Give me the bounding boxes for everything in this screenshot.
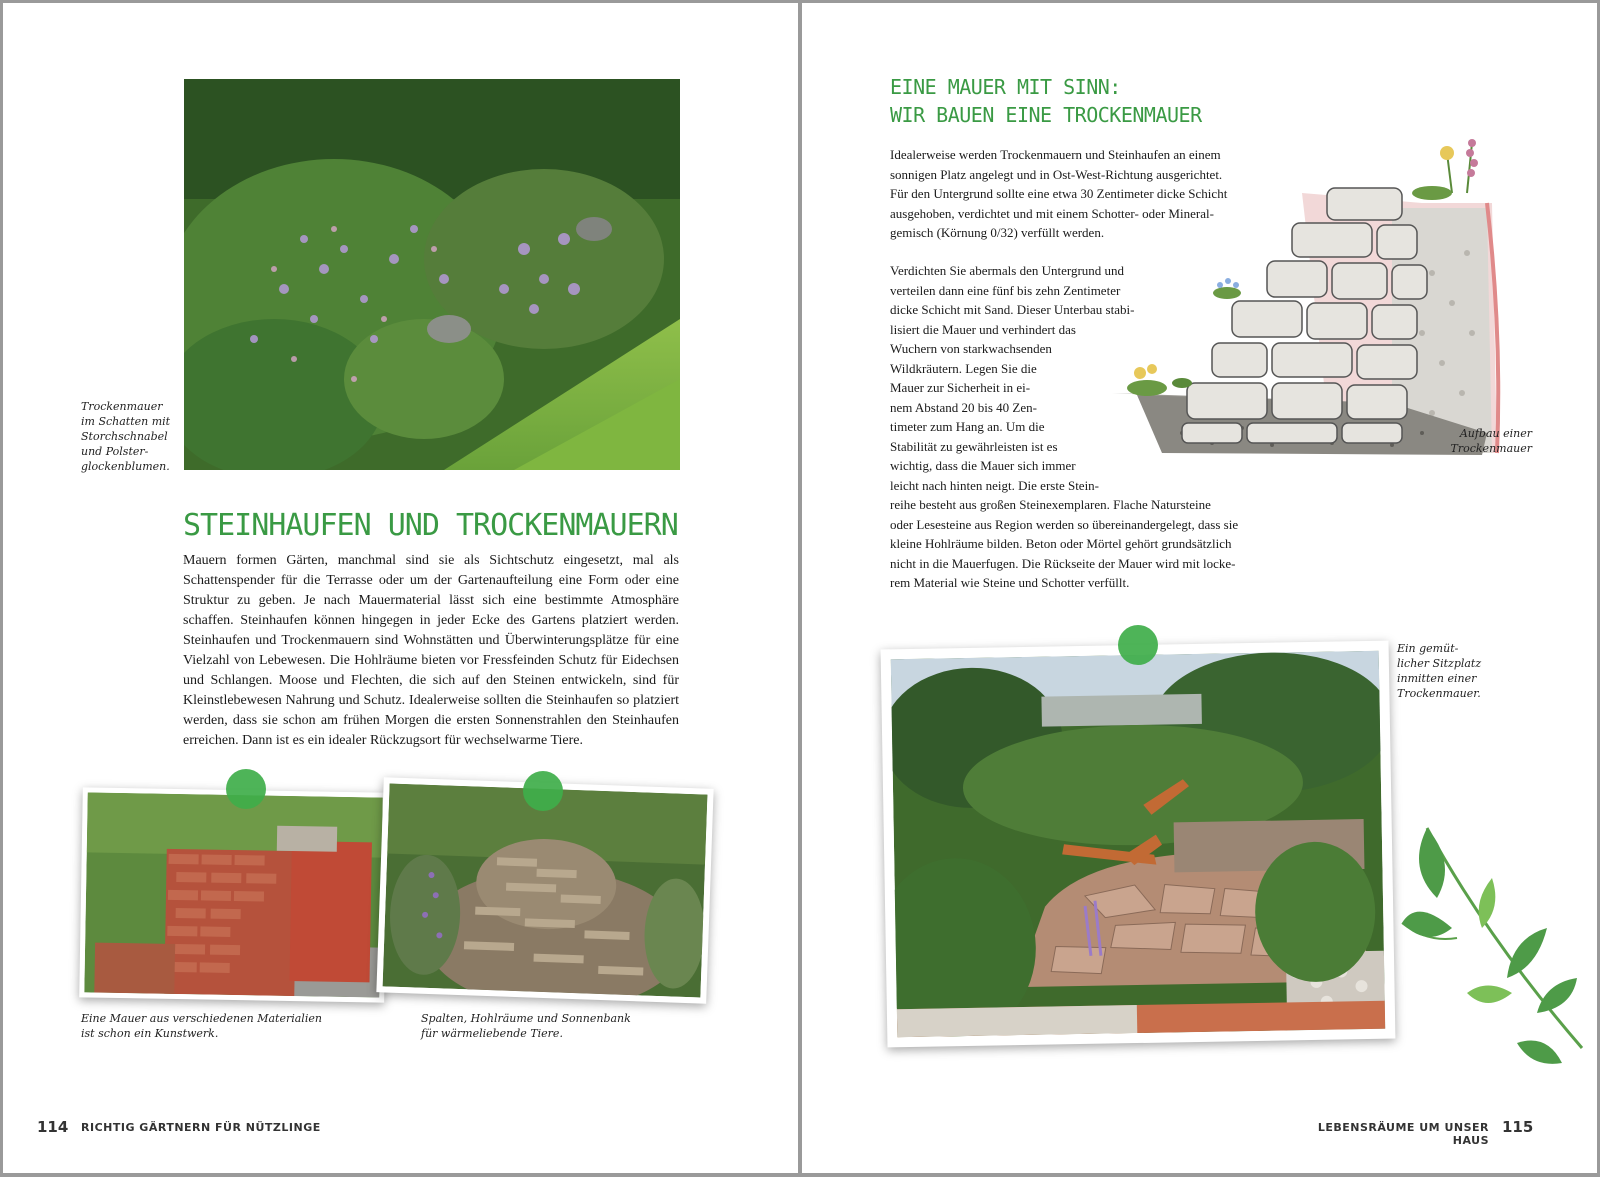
- caption-line: inmitten einer: [1397, 672, 1477, 685]
- dry-stone-wall-illustration: [1092, 133, 1512, 473]
- seating-area-polaroid: [881, 641, 1396, 1048]
- brick-wall-polaroid: [79, 787, 388, 1002]
- text-line: lisiert die Mauer und verhindert das: [890, 321, 1076, 337]
- brick-wall-caption: [81, 1011, 341, 1041]
- running-title-right: LEBENSRÄUME UM UNSER HAUS: [1317, 1121, 1489, 1147]
- text-line: leicht nach hinten neigt. Die erste Stein-: [890, 477, 1100, 493]
- caption-line: Spalten, Hohlräume und Sonnenbank: [421, 1012, 631, 1025]
- text-line: Idealerweise werden Trockenmauern und Steinhaufen an einem: [890, 147, 1221, 162]
- heading-line-1: EINE MAUER MIT SINN:: [890, 75, 1121, 99]
- text-line: Verdichten Sie abermals den Untergrund und: [890, 263, 1125, 278]
- text-line: Wuchern von starkwachsenden: [890, 341, 1052, 356]
- text-line: wichtig, dass die Mauer sich immer: [890, 458, 1076, 473]
- article-heading: [890, 73, 1202, 129]
- flowering-wall-photo: [184, 79, 680, 470]
- caption-line: Trockenmauer.: [1397, 687, 1481, 700]
- green-pin-dot: [226, 769, 266, 809]
- green-pin-dot: [523, 771, 563, 811]
- text-line: reihe besteht aus großen Steinexemplaren. Flache Natursteine: [890, 497, 1211, 512]
- caption-line: Trockenmauer: [1450, 442, 1532, 455]
- text-line: timeter zum Hang an. Um die: [890, 419, 1045, 434]
- caption-line: Ein gemüt-: [1397, 642, 1459, 655]
- caption-line: licher Sitzplatz: [1397, 657, 1482, 670]
- running-title-left: RICHTIG GÄRTNERN FÜR NÜTZLINGE: [81, 1121, 321, 1134]
- text-line: sonnigen Platz angelegt und in Ost-West-Richtung ausgerichtet.: [890, 166, 1223, 182]
- stone-heap-caption: [421, 1011, 681, 1041]
- heading-line-2: WIR BAUEN EINE TROCKENMAUER: [890, 103, 1202, 127]
- text-line: nem Abstand 20 bis 40 Zen-: [890, 399, 1037, 415]
- top-photo-caption: [81, 399, 181, 474]
- paragraph-2-wide: [890, 495, 1310, 593]
- text-line: rem Material wie Steine und Schotter verfüllt.: [890, 575, 1130, 590]
- text-line: gemisch (Körnung 0/32) verfüllt werden.: [890, 225, 1105, 240]
- caption-line: glockenblumen.: [81, 460, 170, 473]
- caption-line: Eine Mauer aus verschiedenen Materialien: [81, 1012, 322, 1025]
- stone-heap-polaroid: [376, 777, 713, 1003]
- right-page: [802, 3, 1597, 1173]
- leaf-branch-icon: [1397, 818, 1587, 1078]
- text-line: kleine Hohlräume bilden. Beton oder Mörtel gehört grundsätzlich: [890, 536, 1232, 551]
- text-line: nicht in die Mauerfugen. Die Rückseite der Mauer wird mit locke-: [890, 555, 1236, 571]
- text-line: verteilen dann eine fünf bis zehn Zentimeter: [890, 282, 1121, 298]
- caption-line: und Polster-: [81, 445, 149, 458]
- seat-caption: [1397, 641, 1507, 701]
- section-body-text: Mauern formen Gärten, manchmal sind sie als Sichtschutz eingesetzt, mal als Schattenspender für die Terrasse oder um der Gartenaufteilung eine Form oder eine Struktur zu geben. Je nach Mauermaterial lässt sich eine bestimmte Atmosphäre schaffen. Steinhaufen können hingegen in jeder Ecke des Gartens platziert werden. Steinhaufen und Trockenmauern sind Wohnstätten und Überwinterungsplätze für eine Vielzahl von Lebewesen. Die Hohlräume bieten vor Fressfeinden Schutz für Eidechsen und Schlangen. Moose und Flechten, die sich auf den Steinen entwickeln, sind für Kleinstlebewesen Nahrung und Schutz. Idealerweise sollten die Steinhaufen so platziert werden, dass sie schon am frühen Morgen die ersten Sonnenstrahlen den Steinhaufen erreichen. Dann ist es ein idealer Rückzugsort für wechselwarme Tiere.: [183, 553, 679, 748]
- left-page: [3, 3, 798, 1173]
- page-number-right: 115: [1502, 1118, 1534, 1136]
- section-heading: STEINHAUFEN UND TROCKENMAUERN: [183, 508, 678, 543]
- caption-line: Storchschnabel: [81, 430, 168, 443]
- text-line: ausgehoben, verdichtet und mit einem Schotter- oder Mineral-: [890, 205, 1214, 221]
- text-line: Für den Untergrund sollte eine etwa 30 Zentimeter dicke Schicht: [890, 186, 1228, 201]
- green-pin-dot: [1118, 625, 1158, 665]
- illustration-caption: [1412, 426, 1532, 456]
- page-number-left: 114: [37, 1118, 69, 1136]
- text-line: Wildkräutern. Legen Sie die: [890, 360, 1037, 376]
- text-line: dicke Schicht mit Sand. Dieser Unterbau stabi-: [890, 302, 1135, 317]
- text-line: Stabilität zu gewährleisten ist es: [890, 438, 1058, 454]
- caption-line: für wärmeliebende Tiere.: [421, 1027, 563, 1040]
- text-line: oder Lesesteine aus Region werden so übereinandergelegt, dass sie: [890, 516, 1239, 532]
- caption-line: ist schon ein Kunstwerk.: [81, 1027, 219, 1040]
- caption-line: Trockenmauer: [81, 400, 163, 413]
- text-line: Mauer zur Sicherheit in ei-: [890, 380, 1031, 395]
- caption-line: Aufbau einer: [1459, 427, 1532, 440]
- caption-line: im Schatten mit: [81, 415, 171, 428]
